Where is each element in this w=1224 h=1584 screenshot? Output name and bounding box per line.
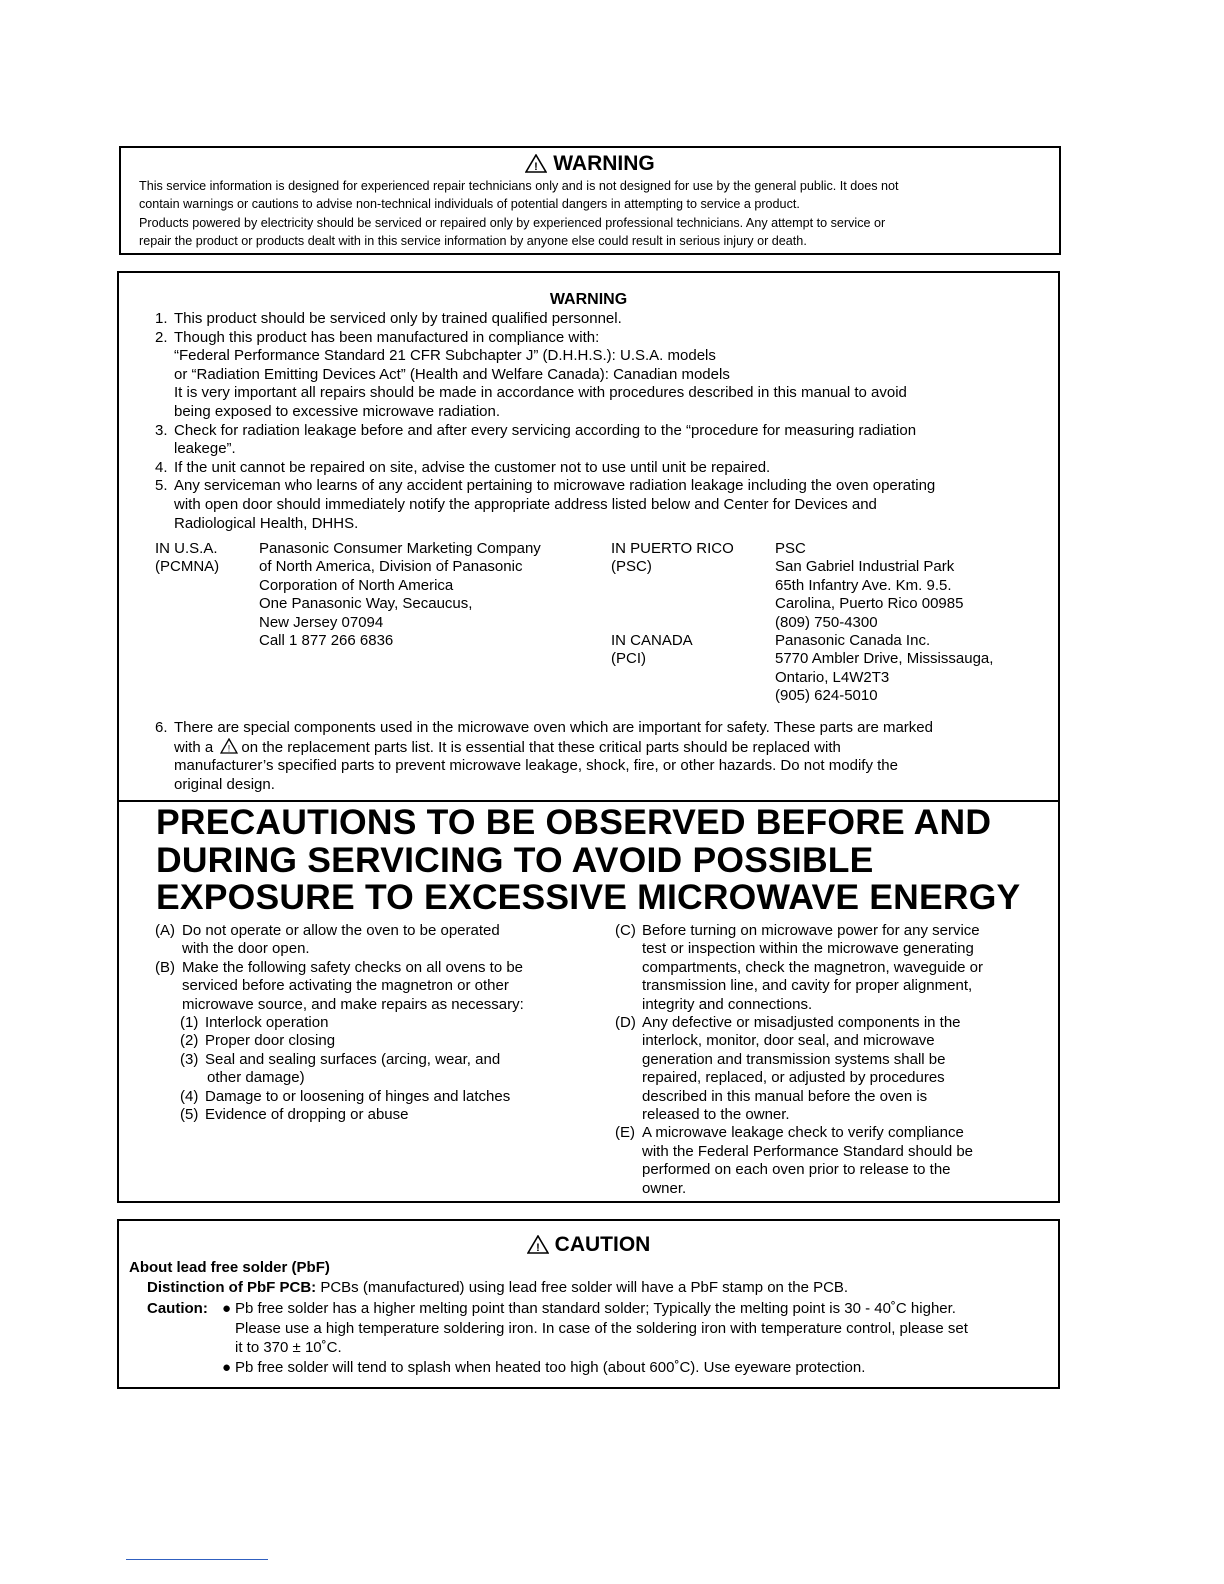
canada-label: IN CANADA (PCI) <box>611 632 693 668</box>
canada-address: Panasonic Canada Inc. 5770 Ambler Drive, Mississauga, Ontario, L4W2T3 (905) 624-5010 <box>775 632 994 705</box>
caution-box <box>117 1219 1060 1389</box>
precaution-item-a: (A) Do not operate or allow the oven to be operated with the door open. <box>155 922 500 958</box>
svg-text:!: ! <box>228 743 231 754</box>
warning-item-6: 6. There are special components used in the microwave oven which are important for safety. These parts are marked with a ! on the replacement parts list. It is essential that these critical parts should be replaced with manufacturer’s specified parts to prevent microwave leakage, shock, fire, or other hazards. Do not modify the original design. <box>155 719 933 793</box>
pbf-distinction: Distinction of PbF PCB: PCBs (manufactured) using lead free solder will have a PbF stamp on the PCB. <box>147 1279 849 1296</box>
caution-heading: About lead free solder (PbF) <box>129 1259 330 1276</box>
general-warning-box <box>119 146 1061 255</box>
precautions-left-column <box>155 922 585 1124</box>
warning-list <box>155 310 1035 533</box>
check-item: (5) Evidence of dropping or abuse <box>180 1106 409 1124</box>
precautions-right-column <box>615 922 1035 1198</box>
check-item: (1) Interlock operation <box>180 1014 329 1032</box>
puerto-rico-address: PSC San Gabriel Industrial Park 65th Infantry Ave. Km. 9.5. Carolina, Puerto Rico 00985 (809) 750-4300 <box>775 540 964 631</box>
svg-text:!: ! <box>534 161 539 173</box>
warning-item: 1. This product should be serviced only by trained qualified personnel. <box>155 310 622 327</box>
safety-mark-icon <box>220 738 238 754</box>
bullet-icon: ● <box>222 1300 232 1317</box>
warning-triangle-icon <box>527 1235 549 1254</box>
puerto-rico-label: IN PUERTO RICO (PSC) <box>611 540 734 576</box>
precaution-item-d: (D) Any defective or misadjusted components in the interlock, monitor, door seal, and microwave generation and transmission systems shall be repaired, replaced, or adjusted by procedures described in this manual before the oven is released to the owner. <box>615 1014 961 1124</box>
check-item: (4) Damage to or loosening of hinges and latches <box>180 1087 511 1105</box>
caution-title: ! CAUTION <box>119 1233 1058 1257</box>
warning-item: 5. Any serviceman who learns of any accident pertaining to microwave radiation leakage including the oven operating with open door should immediately notify the appropriate address listed below and Center for Devices and Radiological Health, DHHS. <box>155 477 936 532</box>
caution-bullet: ● Pb free solder will tend to splash when heated too high (about 600˚C). Use eyeware protection. <box>222 1358 866 1376</box>
warning-triangle-icon <box>525 154 547 173</box>
precaution-item-b: (B) Make the following safety checks on all ovens to be serviced before activating the magnetron or other microwave source, and make repairs as necessary: (1) Interlock operation (2) Proper door closing (3) Seal and sealing surfaces (arcing, wear, and other damage) (4) Damage to or loosening of hinges and latches (5) Evidence of dropping or abuse <box>155 959 585 1125</box>
general-warning-title: ! WARNING <box>121 151 1059 177</box>
bullet-icon: ● <box>222 1358 232 1376</box>
general-warning-text: This service information is designed for experienced repair technicians only and is not designed for use by the general public. It does not contain warnings or cautions to advise non-technical individuals of potential dangers in attempting to service a product. Products powered by electricity should be serviced or repaired only by experienced professional technicians. Any attempt to service or repair the product or products dealt with in this service information by anyone else could result in serious injury or death. <box>139 179 899 249</box>
precautions-title: PRECAUTIONS TO BE OBSERVED BEFORE AND DURING SERVICING TO AVOID POSSIBLE EXPOSURE TO EXCESSIVE MICROWAVE ENERGY <box>156 802 1021 917</box>
svg-text:!: ! <box>535 1242 540 1254</box>
warning-item: 2. Though this product has been manufactured in compliance with: “Federal Performance Standard 21 CFR Subchapter J” (D.H.H.S.): U.S.A. models or “Radiation Emitting Devices Act” (Health and Welfare Canada): Canadian models It is very important all repairs should be made in accordance with procedures described in this manual to avoid being exposed to excessive microwave radiation. <box>155 328 907 420</box>
check-item: (3) Seal and sealing surfaces (arcing, wear, and other damage) <box>180 1050 501 1087</box>
caution-notes: Caution: ● Pb free solder has a higher melting point than standard solder; Typically the melting point is 30 - 40˚C higher. Please use a high temperature soldering iron. In case of the soldering iron with temperature control, please set it to 370 ± 10˚C. ● Pb free solder will tend to splash when heated too high (about 600˚C). Use eyeware protection. <box>147 1299 1065 1377</box>
footer-rule <box>126 1559 268 1560</box>
warning-title: WARNING <box>549 291 628 308</box>
warning-precautions-box <box>117 271 1060 1203</box>
usa-label: IN U.S.A. (PCMNA) <box>155 540 220 576</box>
caution-bullet: ● Pb free solder has a higher melting point than standard solder; Typically the melting point is 30 - 40˚C higher. Please use a high temperature soldering iron. In case of the soldering iron with temperature control, please set it to 370 ± 10˚C. <box>222 1300 968 1356</box>
precaution-item-e: (E) A microwave leakage check to verify compliance with the Federal Performance Standard should be performed on each oven prior to release to the owner. <box>615 1124 974 1197</box>
precaution-item-c: (C) Before turning on microwave power for any service test or inspection within the microwave generating compartments, check the magnetron, waveguide or transmission line, and cavity for proper alignment, integrity and connections. <box>615 922 984 1013</box>
usa-address: Panasonic Consumer Marketing Company of North America, Division of Panasonic Corporation of North America One Panasonic Way, Secaucus, New Jersey 07094 Call 1 877 266 6836 <box>259 540 541 650</box>
warning-item: 4. If the unit cannot be repaired on site, advise the customer not to use until unit be repaired. <box>155 458 771 476</box>
check-item: (2) Proper door closing <box>180 1032 336 1050</box>
warning-item: 3. Check for radiation leakage before and after every servicing according to the “procedure for measuring radiation leakege”. <box>155 421 917 458</box>
